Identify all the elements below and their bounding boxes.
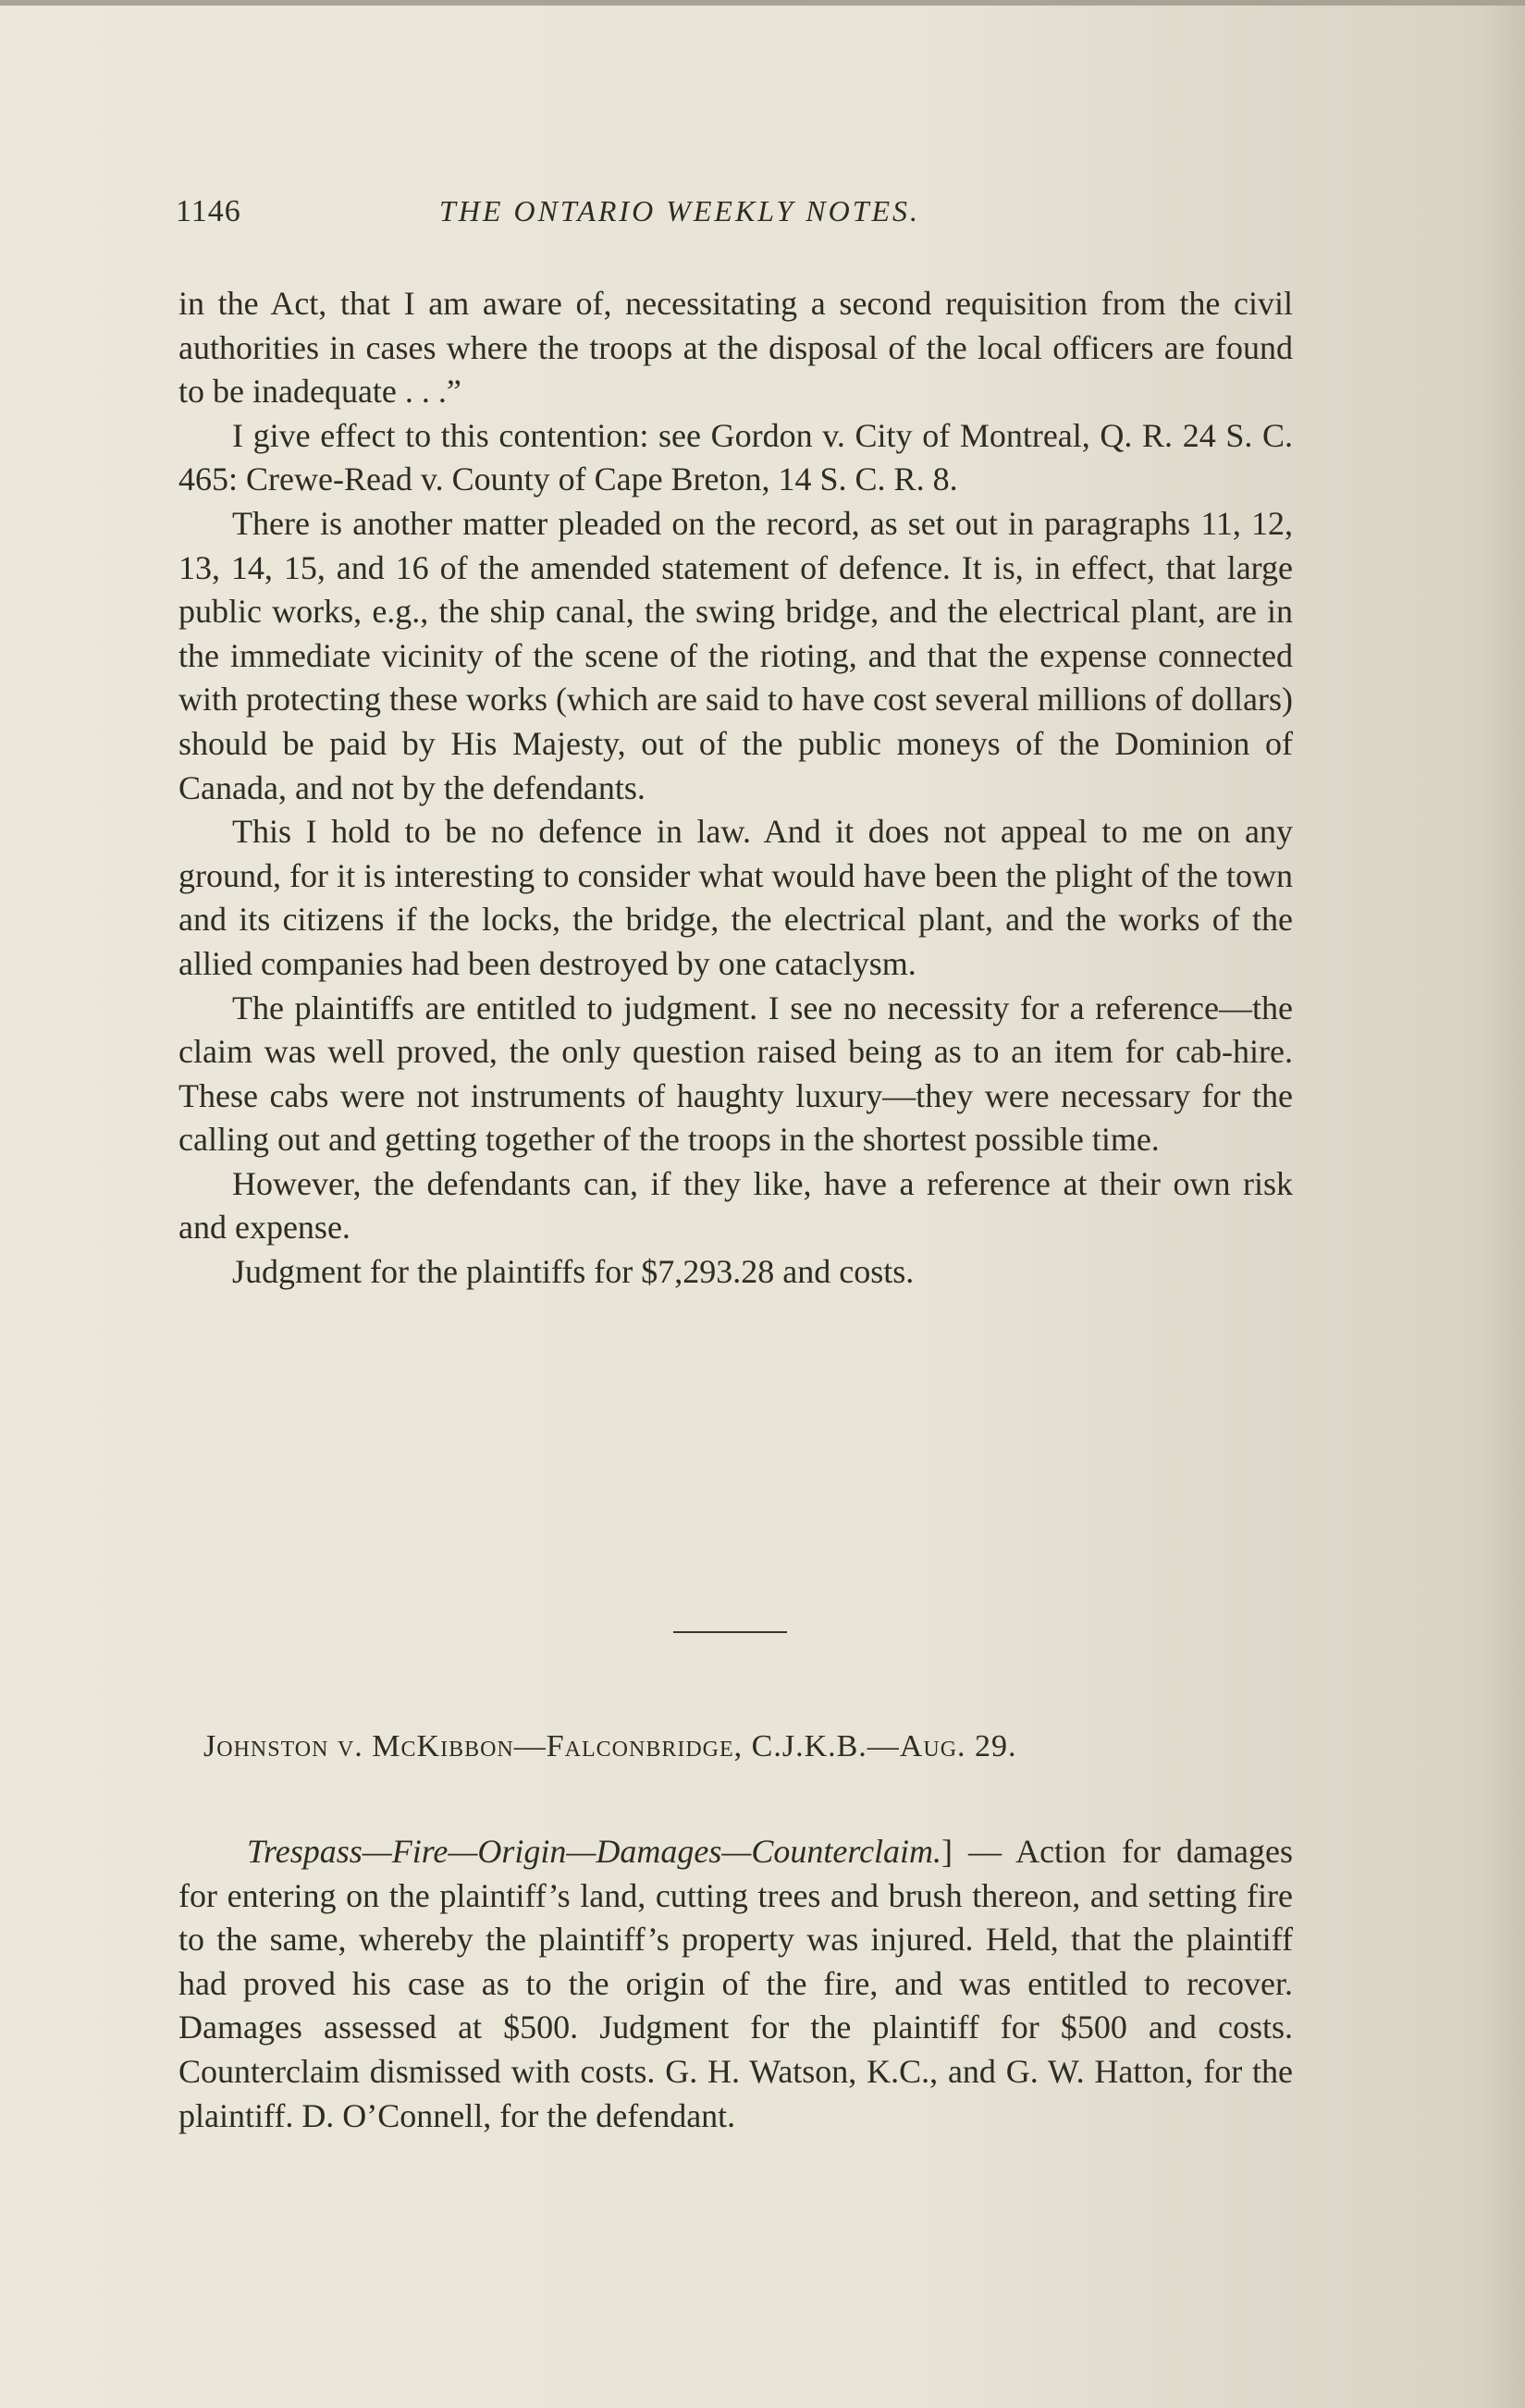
case-note	[178, 1830, 1293, 2138]
paragraph-public-works: There is another matter pleaded on the record, as set out in paragraphs 11, 12, 13, 14, 15, and 16 of the amended statement of defence. It is, in effect, that large public works, e.g., the ship canal, the swing bridge, and the electrical plant, are in the immediate vicinity of the scene of the rioting, and that the expense connected with protecting these works (which are said to have cost several millions of dollars) should be paid by His Majesty, out of the public moneys of the Dominion of Canada, and not by the defendants.	[178, 504, 1293, 806]
paragraph-reference: However, the defendants can, if they like, have a reference at their own risk and expense.	[178, 1164, 1293, 1247]
paragraph-contention: I give effect to this contention: see Gordon v. City of Montreal, Q. R. 24 S. C. 465: Crewe-Read v. County of Cape Breton, 14 S. C. R. 8.	[178, 416, 1293, 498]
paragraph-entitled-to-judgment: The plaintiffs are entitled to judgment. I see no necessity for a reference—the claim was well proved, the only question raised being as to an item for cab-hire. These cabs were not instruments of haughty luxury—they were necessary for the calling out and getting together of the troops in the shortest possible time.	[178, 989, 1293, 1159]
running-title: THE ONTARIO WEEKLY NOTES.	[439, 194, 921, 227]
case-note-paragraph	[178, 1830, 1293, 2138]
paragraph-judgment: Judgment for the plaintiffs for $7,293.28 and costs.	[232, 1253, 915, 1291]
judgment-body	[178, 282, 1293, 1295]
page-number: 1146	[176, 194, 241, 228]
case-note-text: ] — Action for damages for entering on the plaintiff’s land, cutting trees and brush thereon, and setting fire to the same, whereby the plaintiff’s property was injured. Held, that the plaintiff had proved his case as to the origin of the fire, and was entitled to recover. Damages assessed at $500. Judgment for the plaintiff for $500 and costs. Counterclaim dismissed with costs. G. H. Watson, K.C., and G. W. Hatton, for the plaintiff. D. O’Connell, for the defendant.	[178, 1833, 1293, 2134]
case-heading: Johnston v. McKibbon—Falconbridge, C.J.K.B.—Aug. 29.	[203, 1729, 1017, 1763]
case-catchwords: Trespass—Fire—Origin—Damages—Counterclaim.	[247, 1833, 942, 1870]
section-divider	[673, 1631, 787, 1633]
paragraph-no-defence: This I hold to be no defence in law. And it does not appeal to me on any ground, for it is interesting to consider what would have been the plight of the town and its citizens if the locks, the bridge, the electrical plant, and the works of the allied companies had been destroyed by one cataclysm.	[178, 813, 1293, 982]
paragraph-continuation: in the Act, that I am aware of, necessitating a second requisition from the civil authorities in cases where the troops at the disposal of the local officers are found to be inadequate . . .”	[178, 285, 1293, 411]
page-header	[176, 194, 1295, 240]
